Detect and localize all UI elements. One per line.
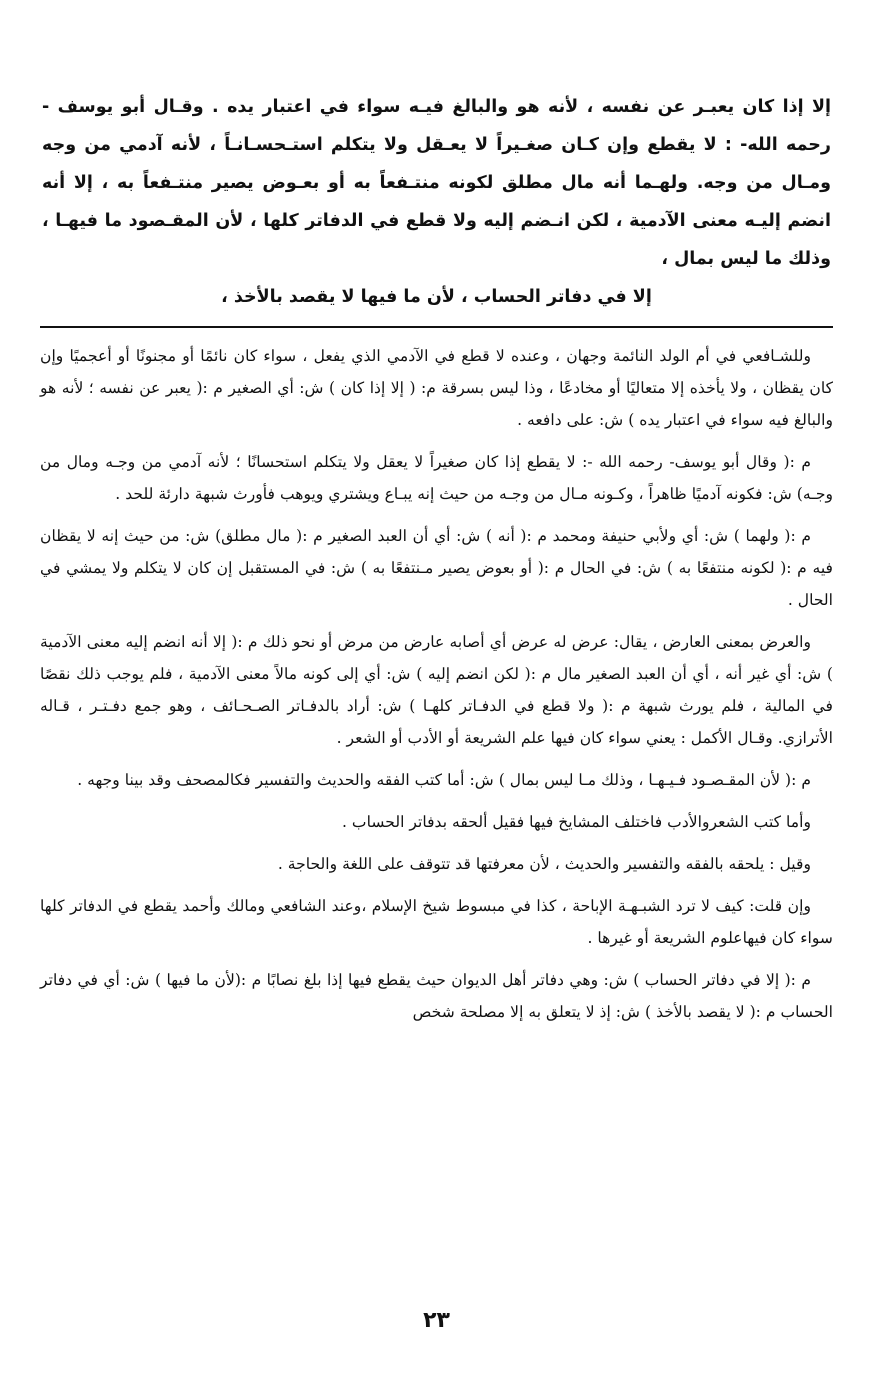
main-text-last-line: إلا في دفاتر الحساب ، لأن ما فيها لا يقصد بالأخذ ، — [221, 287, 652, 307]
main-text — [40, 88, 833, 316]
commentary-paragraph-5: م :( لأن المقـصـود فـيـهـا ، وذلك مـا ليس بمال ) ش: أما كتب الفقه والحديث والتفسير فكالمصحف وقد بينا وجهه . — [77, 771, 811, 789]
commentary-paragraph-2: م :( وقال أبو يوسف- رحمه الله -: لا يقطع إذا كان صغيراً لا يعقل ولا يتكلم استحسانًا ؛ لأنه آدمي من وجـه ومال من وجـه) ش: فكونه آدميًا ظاهراً ، وكـونه مـال من وجـه من حيث إنه يبـاع ويشتري ويوهب فأورث شبهة دارئة للحد . — [40, 453, 833, 503]
commentary-paragraph-4: والعرض بمعنى العارض ، يقال: عرض له عرض أي أصابه عارض من مرض أو نحو ذلك م :( إلا أنه انضم إليه معنى الآدمية ) ش: أي غير أنه ، أي أن العبد الصغير مال م :( لكن انضم إليه ) ش: أي إلى كونه مالاً معنى الآدمية ، فلم يوجب ذلك نقصًا في المالية ، فلم يورث شبهة م :( ولا قطع في الدفـاتر كلهـا ) ش: أراد بالدفـاتر الصـحـائف ، وهو جمع دفـتـر ، قـاله الأترازي. وقـال الأكمل : يعني سواء كان فيها علم الشريعة أو الأدب أو الشعر . — [40, 633, 833, 747]
commentary-paragraph-6: وأما كتب الشعروالأدب فاختلف المشايخ فيها فقيل ألحقه بدفاتر الحساب . — [342, 813, 811, 831]
commentary-paragraph-9: م :( إلا في دفاتر الحساب ) ش: وهي دفاتر أهل الديوان حيث يقطع فيها إذا بلغ نصابًا م :(لأن ما فيها ) ش: أي في دفاتر الحساب م :( لا يقصد بالأخذ ) ش: إذ لا يتعلق به إلا مصلحة شخص — [40, 971, 833, 1021]
commentary-paragraph-8: وإن قلت: كيف لا ترد الشبـهـة الإباحة ، كذا في مبسوط شيخ الإسلام ،وعند الشافعي ومالك وأحمد يقطع في الدفاتر كلها سواء كان فيهاعلوم الشريعة أو غيرها . — [40, 897, 833, 947]
commentary-paragraph-1: وللشـافعي في أم الولد النائمة وجهان ، وعنده لا قطع في الآدمي الذي يفعل ، سواء كان نائمًا أو مجنونًا أو أعجميًا وإن كان يقظان ، ولا يأخذه إلا متعاليًا أو مخادعًا ، وذا ليس بسرقة م: ( إلا إذا كان ) ش: أي الصغير م :( يعبر عن نفسه ؛ لأنه هو والبالغ فيه سواء في اعتبار يده ) ش: على دافعه . — [40, 347, 833, 429]
page-number: ٢٣ — [423, 1308, 450, 1333]
commentary — [40, 340, 833, 1028]
main-text-body: إلا إذا كان يعبـر عن نفسه ، لأنه هو والبالغ فيـه سواء في اعتبار يده . وقـال أبو يوسف - رحمه الله- : لا يقطع وإن كـان صغـيراً لا يعـقل ولا يتكلم استـحسـانـاً ، لأنه آدمي من وجه ومـال من وجه. ولهـما أنه مال مطلق لكونه منتـفعاً به أو بعـوض يصير منتـفعاً به ، إلا أنه انضم إليـه معنى الآدمية ، لكن انـضم إليه ولا قطع في الدفاتر كلها ، لأن المقـصود ما فيهـا ، وذلك ما ليس بمال ، — [42, 97, 831, 269]
page — [40, 88, 833, 1375]
commentary-paragraph-3: م :( ولهما ) ش: أي ولأبي حنيفة ومحمد م :( أنه ) ش: أي أن العبد الصغير م :( مال مطلق) ش: من حيث إنه لا يقظان فيه م :( لكونه منتفعًا به ) ش: في الحال م :( أو بعوض يصير مـنتفعًا به ) ش: في المستقبل إن كان لا يتكلم ولا يمشي في الحال . — [40, 527, 833, 609]
divider-rule — [40, 326, 833, 328]
commentary-paragraph-7: وقيل : يلحقه بالفقه والتفسير والحديث ، لأن معرفتها قد تتوقف على اللغة والحاجة . — [277, 855, 811, 873]
